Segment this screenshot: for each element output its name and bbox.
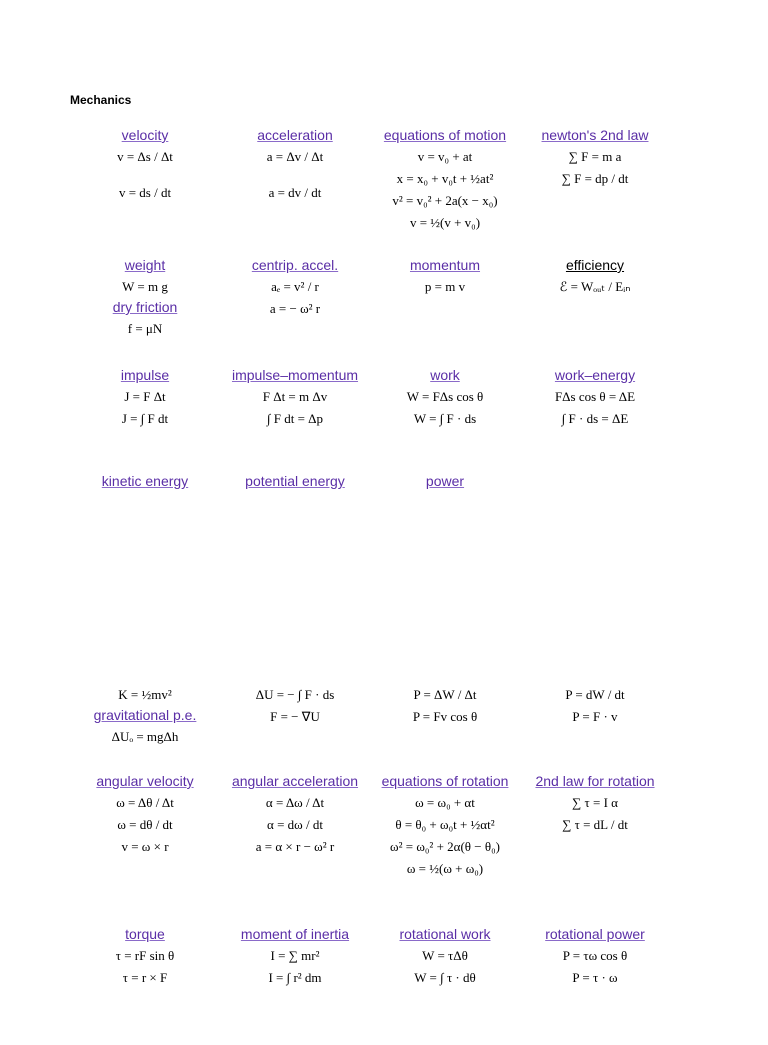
formula-line: p = m v <box>424 279 466 294</box>
formula-cell <box>70 366 220 430</box>
formula-line: v = ds / dt <box>118 185 172 200</box>
formula-cell <box>370 772 520 880</box>
formula-line: ℰ = Wₒᵤₜ / Eᵢₙ <box>559 279 631 294</box>
formula-line: ∑ τ = dL / dt <box>562 817 628 832</box>
formula-line: J = ∫ F dt <box>121 411 169 426</box>
formula-line: ω = Δθ / Δt <box>116 795 174 810</box>
formula-row <box>70 126 720 246</box>
formula-cell <box>220 772 370 858</box>
formula-line: v = Δs / Δt <box>117 149 173 164</box>
formula-line: v = ½(v + v₀) <box>409 215 481 230</box>
formula-line: ∑ τ = I α <box>572 795 618 810</box>
formula-cell <box>220 366 370 430</box>
formula-line: v = v₀ + at <box>417 149 473 164</box>
formula-line: a = dv / dt <box>268 185 322 200</box>
formula-heading-link[interactable]: potential energy <box>245 473 345 489</box>
formula-heading-link[interactable]: equations of motion <box>383 127 507 143</box>
spacer <box>220 168 370 182</box>
formula-heading-link[interactable]: rotational work <box>399 926 491 942</box>
formula-line: P = τ · ω <box>572 970 618 985</box>
formula-cell <box>520 126 670 190</box>
formula-heading-link[interactable]: angular velocity <box>96 773 194 789</box>
formula-line: θ = θ₀ + ω₀t + ½αt² <box>395 817 495 832</box>
formula-line: f = μN <box>127 321 163 336</box>
formula-heading-link[interactable]: centrip. accel. <box>251 257 339 273</box>
formula-line: J = F Δt <box>124 389 166 404</box>
formula-line: I = ∑ mr² <box>270 948 320 963</box>
formula-line: aₑ = v² / r <box>271 279 319 294</box>
formula-cell <box>370 366 520 430</box>
formula-line: ω = dθ / dt <box>117 817 173 832</box>
formula-cell <box>70 126 220 204</box>
formula-subheading-link[interactable]: dry friction <box>112 299 178 315</box>
formula-cell <box>220 684 370 728</box>
formula-cell <box>520 925 670 989</box>
formula-heading-link[interactable]: kinetic energy <box>101 473 189 489</box>
formula-line: ΔUₒ = mgΔh <box>111 729 179 744</box>
formula-line: FΔs cos θ = ΔE <box>554 389 636 404</box>
formula-cell <box>370 126 520 234</box>
formula-line: P = F · v <box>572 709 618 724</box>
formula-line: F = − ∇U <box>270 709 320 724</box>
formula-line: ∫ F · ds = ΔE <box>561 411 629 426</box>
formula-line: P = dW / dt <box>565 687 625 702</box>
formula-row <box>70 366 720 486</box>
formula-heading-link[interactable]: newton's 2nd law <box>541 127 649 143</box>
formula-heading-link[interactable]: equations of rotation <box>381 773 509 789</box>
formula-cell <box>220 472 370 492</box>
formula-cell <box>520 256 670 298</box>
formula-cell <box>70 772 220 858</box>
formula-line: ΔU = − ∫ F · ds <box>255 687 335 702</box>
formula-row <box>70 772 720 892</box>
formula-heading-link[interactable]: acceleration <box>257 127 333 143</box>
formula-heading-link[interactable]: moment of inertia <box>240 926 350 942</box>
formula-line: ∑ F = dp / dt <box>561 171 629 186</box>
formula-cell <box>520 684 670 728</box>
formula-cell <box>70 925 220 989</box>
section-title: Mechanics <box>70 93 132 107</box>
formula-line: I = ∫ r² dm <box>268 970 322 985</box>
formula-heading-link[interactable]: impulse–momentum <box>231 367 359 383</box>
formula-heading-link[interactable]: velocity <box>121 127 169 143</box>
formula-line: ω = ω₀ + αt <box>415 795 475 810</box>
formula-line: ∑ F = m a <box>568 149 622 164</box>
formula-heading-link[interactable]: power <box>425 473 465 489</box>
formula-cell <box>70 472 220 492</box>
formula-heading-link[interactable]: weight <box>124 257 166 273</box>
formula-line: α = dω / dt <box>267 817 323 832</box>
formula-subheading-link[interactable]: gravitational p.e. <box>93 707 197 723</box>
formula-line: P = Fv cos θ <box>412 709 478 724</box>
formula-heading-link[interactable]: work <box>430 367 460 383</box>
formula-heading-link[interactable]: torque <box>125 926 165 942</box>
formula-cell <box>220 925 370 989</box>
formula-line: W = FΔs cos θ <box>406 389 484 404</box>
formula-line: F Δt = m Δv <box>262 389 328 404</box>
formula-cell <box>370 684 520 728</box>
formula-line: W = τΔθ <box>422 948 468 963</box>
formula-cell <box>220 256 370 320</box>
formula-line: τ = r × F <box>122 970 168 985</box>
formula-line: a = − ω² r <box>269 301 321 316</box>
formula-line: W = ∫ F · ds <box>413 411 477 426</box>
formula-line: v = ω × r <box>121 839 169 854</box>
formula-line: W = m g <box>122 279 168 294</box>
formula-cell <box>220 126 370 204</box>
formula-line: W = ∫ τ · dθ <box>414 970 476 985</box>
formula-line: x = x₀ + v₀t + ½at² <box>396 171 494 186</box>
formula-cell <box>370 256 520 298</box>
formula-line: ω = ½(ω + ω₀) <box>406 861 484 876</box>
spacer <box>70 168 220 182</box>
formula-line: v² = v₀² + 2a(x − x₀) <box>392 193 498 208</box>
formula-heading-link[interactable]: momentum <box>409 257 481 273</box>
formula-cell <box>70 684 220 748</box>
formula-cell <box>70 256 220 340</box>
formula-line: τ = rF sin θ <box>115 948 175 963</box>
formula-line: P = ΔW / Δt <box>413 687 477 702</box>
formula-cell <box>370 472 520 492</box>
formula-heading-link[interactable]: work–energy <box>554 367 636 383</box>
formula-line: α = Δω / Δt <box>265 795 325 810</box>
formula-heading-link[interactable]: 2nd law for rotation <box>535 773 655 789</box>
formula-row <box>70 472 720 592</box>
formula-row <box>70 925 720 1045</box>
formula-cell <box>370 925 520 989</box>
formula-heading-link: efficiency <box>565 257 625 273</box>
formula-heading-link[interactable]: rotational power <box>545 926 645 942</box>
formula-cell <box>520 772 670 836</box>
formula-line: ω² = ω₀² + 2α(θ − θ₀) <box>390 839 500 854</box>
formula-row <box>70 256 720 376</box>
formula-line: P = τω cos θ <box>562 948 628 963</box>
formula-heading-link[interactable]: impulse <box>120 367 170 383</box>
formula-line: a = Δv / Δt <box>266 149 324 164</box>
formula-cell <box>520 366 670 430</box>
formula-line: a = α × r − ω² r <box>255 839 335 854</box>
formula-line: K = ½mv² <box>118 687 172 702</box>
formula-line: ∫ F dt = Δp <box>266 411 324 426</box>
formula-heading-link[interactable]: angular acceleration <box>231 773 359 789</box>
